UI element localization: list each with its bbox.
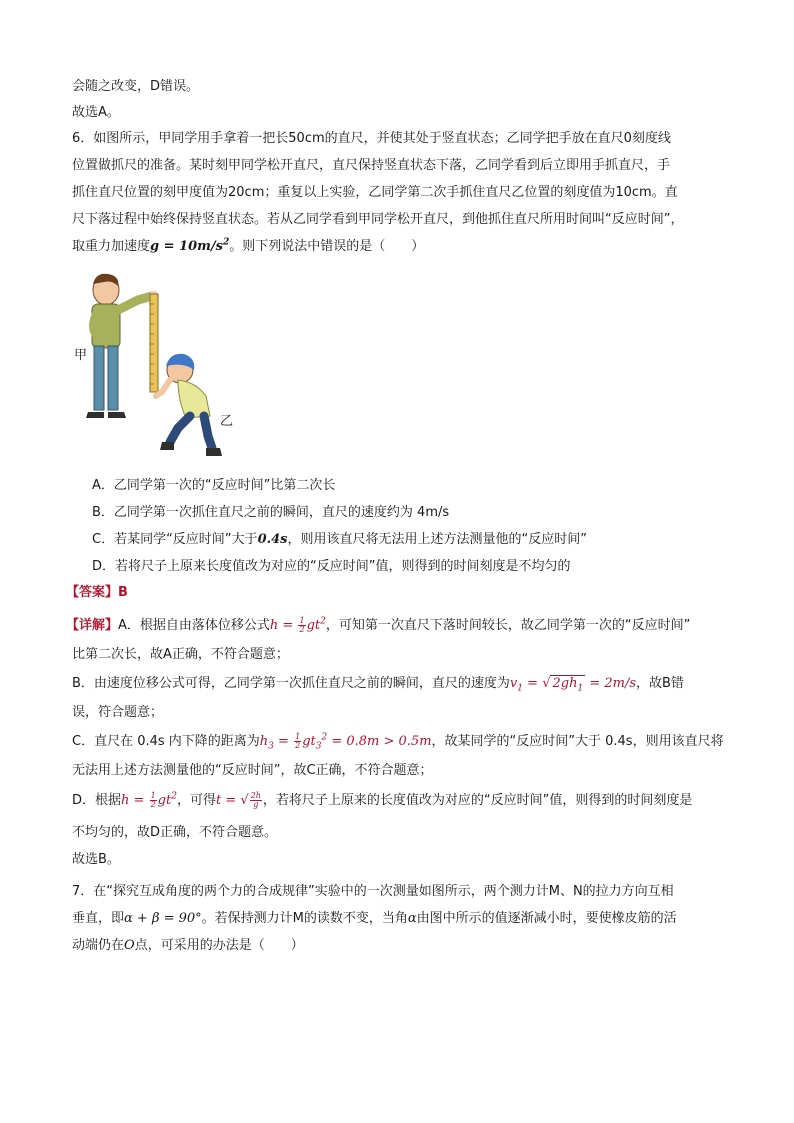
option-b: B．乙同学第一次抓住直尺之前的瞬间，直尺的速度约为 4m/s	[92, 505, 450, 520]
question-7-line: 垂直，即α + β = 90°。若保持测力计M的读数不变，当角α由图中所示的值逐渐减小时，要使橡皮筋的活	[72, 911, 677, 926]
detail-line: 不均匀的，故D正确，不符合题意。	[72, 825, 278, 840]
option-a: A．乙同学第一次的“反应时间”比第二次长	[92, 478, 336, 493]
free-fall-formula: h = $\frac{1}{2}$ $gt^2$	[269, 616, 326, 634]
question-6-line: 位置做抓尺的准备。某时刻甲同学松开直尺，直尺保持竖直状态下落，乙同学看到后立即用手抓直尺，手	[72, 158, 671, 173]
distance-formula: $h_3$ = $\frac{1}{2}$ $gt_3^2 = 0.8m > 0.5m$	[259, 732, 432, 752]
detail-a-line: 【详解】A．根据自由落体位移公式h = $\frac{1}{2}$ $gt^2$，可知第一次直尺下落时间较长，故乙同学第一次的“反应时间”	[66, 616, 691, 634]
detail-line: 误，符合题意；	[72, 705, 164, 720]
ruler-experiment-figure	[66, 266, 256, 466]
text-line: 故选A。	[72, 105, 120, 120]
time-formula: t = √ $\frac{2h}{g}$	[215, 791, 261, 809]
velocity-formula: $v_1$ = √ $2gh_1 = 2m/s$	[509, 676, 637, 694]
detail-line: 比第二次长，故A正确，不符合题意；	[72, 647, 289, 662]
question-6-line: 6．如图所示，甲同学用手拿着一把长50cm的直尺，并使其处于竖直状态；乙同学把手放在直尺0刻度线	[72, 131, 671, 146]
students-illustration	[66, 266, 256, 466]
detail-d-line: D．根据h = $\frac{1}{2}$ $gt^2$，可得t = √ $\frac{2h}{g}$ ，若将尺子上原来的长度值改为对应的“反应时间”值，则得到的时间刻度是	[72, 791, 693, 809]
detail-line: 故选B。	[72, 852, 120, 867]
detail-b-line: B．由速度位移公式可得，乙同学第一次抓住直尺之前的瞬间，直尺的速度为$v_1$ = √ $2gh_1 = 2m/s$，故B错	[72, 676, 684, 694]
label-yi: 乙	[220, 414, 234, 429]
free-fall-formula: h = $\frac{1}{2}$ $gt^2$	[121, 791, 177, 809]
question-6-line: 抓住直尺位置的刻甲度值为20cm；重复以上实验，乙同学第二次手抓住直尺乙位置的刻度值为10cm。直	[72, 185, 678, 200]
label-jia: 甲	[74, 348, 88, 363]
option-d: D．若将尺子上原来长度值改为对应的“反应时间”值，则得到的时间刻度是不均匀的	[92, 559, 571, 574]
question-6-line: 尺下落过程中始终保持竖直状态。若从乙同学看到甲同学松开直尺，到他抓住直尺所用时间叫“反应时间”，	[72, 212, 684, 227]
option-c: C．若某同学“反应时间”大于0.4s，则用该直尺将无法用上述方法测量他的“反应时间”	[92, 532, 587, 547]
question-7-line: 7．在“探究互成角度的两个力的合成规律”实验中的一次测量如图所示，两个测力计M、N的拉力方向互相	[72, 884, 674, 899]
question-6-line: 取重力加速度$g = 10m/s^2$。则下列说法中错误的是（ ）	[72, 237, 425, 254]
text-line: 会随之改变，D错误。	[72, 79, 200, 94]
answer-line: 【答案】B	[66, 585, 128, 600]
gravity-formula: $g = 10m/s^2$	[150, 237, 230, 254]
detail-c-line: C．直尺在 0.4s 内下降的距离为$h_3$ = $\frac{1}{2}$ $gt_3^2 = 0.8m > 0.5m$，故某同学的“反应时间”大于 0.4s，则用该直尺将	[72, 732, 724, 752]
detail-line: 无法用上述方法测量他的“反应时间”，故C正确，不符合题意；	[72, 763, 433, 778]
question-7-line: 动端仍在O点，可采用的办法是（ ）	[72, 938, 304, 953]
